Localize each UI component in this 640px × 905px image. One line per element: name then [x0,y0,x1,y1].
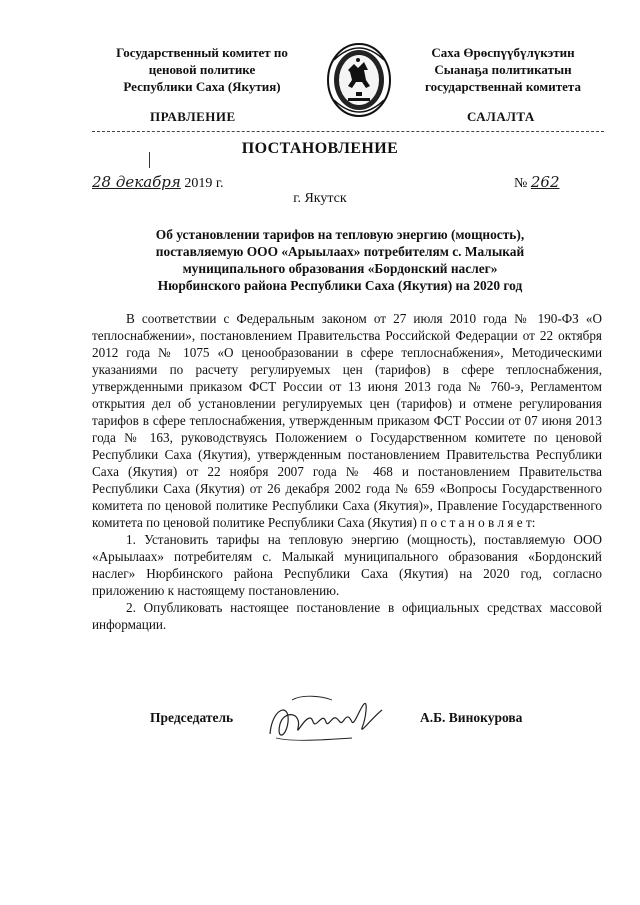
resolution-item-1: 1. Установить тарифы на тепловую энергию (мощность), поставляемую ООО «Арыылаах» потребителям с. Малыкай муниципального образования «Бордонский наслег» Нюрбинского района Республики Саха (Якутия) на 2020 год, согласно приложению к настоящему постановлению. [92,532,602,598]
issuer-line: Республики Саха (Якутия) [123,79,281,94]
issuer-line: Саха Өрөспүүбүлүкэтин [431,45,575,60]
preamble-paragraph: В соответствии с Федеральным законом от 27 июля 2010 года № 190-ФЗ «О теплоснабжении», постановлением Правительства Российской Федерации от 22 октября 2012 года № 1075 «О ценообразовании в сфере теплоснабжения», Методическими указаниями по расчету регулируемых цен (тарифов) в сфере теплоснабжения, утвержденными приказом ФСТ России от 13 июня 2013 года № 760-э, Регламентом открытия дел об установлении регулируемых цен (тарифов) и отмене регулирования тарифов в сфере теплоснабжения, утвержденным приказом ФСТ России от 07 июня 2013 года № 163, руководствуясь Положением о Государственном комитете по ценовой Республики Саха (Якутия), утвержденным постановлением Правительства Республики Саха (Якутия) от 22 ноября 2007 года № 468 и постановлением Правительства Республики Саха (Якутия) от 26 декабря 2002 года № 659 «Вопросы Государственного комитета по ценовой политике Республики Саха (Якутия)», Правление Государственного комитета по ценовой политике Республики Саха (Якутия) п о с т а н о в л я е т: [92,311,602,530]
issuer-line: ценовой политике [148,62,256,77]
signatory-name: А.Б. Винокурова [420,710,523,725]
handwritten-number: 262 [530,173,560,191]
issuer-name-russian [92,44,312,95]
date-year: 2019 г. [184,176,224,191]
board-label-russian: ПРАВЛЕНИЕ [150,109,236,124]
number-label: № [514,176,528,191]
document-body [92,310,602,633]
document-subject: Об установлении тарифов на тепловую энергию (мощность), поставляемую ООО «Арыылаах» потребителям с. Малыкай муниципального образования «Бордонский наслег» Нюрбинского района Республики Саха (Якутия) на 2020 год [155,227,525,293]
resolution-item-2: 2. Опубликовать настоящее постановление в официальных средствах массовой информации. [92,600,602,632]
handwritten-signature [262,688,392,748]
board-label-yakut: САЛАЛТА [467,109,535,124]
document-type-title: ПОСТАНОВЛЕНИЕ [241,140,399,157]
issuer-name-yakut [398,44,608,95]
handwritten-date: 28 декабря [92,173,181,191]
coat-of-arms-icon [324,40,394,120]
issuer-line: Государственный комитет по [116,45,288,60]
document-number [514,173,560,192]
signatory-title: Председатель [150,710,234,725]
issuer-line: Сыанаҕа политикатын [434,62,572,77]
document-city: г. Якутск [293,191,347,206]
header-divider [92,131,604,132]
issuer-line: государственнай комитета [425,79,581,94]
document-date [92,173,224,192]
margin-mark [149,152,150,168]
